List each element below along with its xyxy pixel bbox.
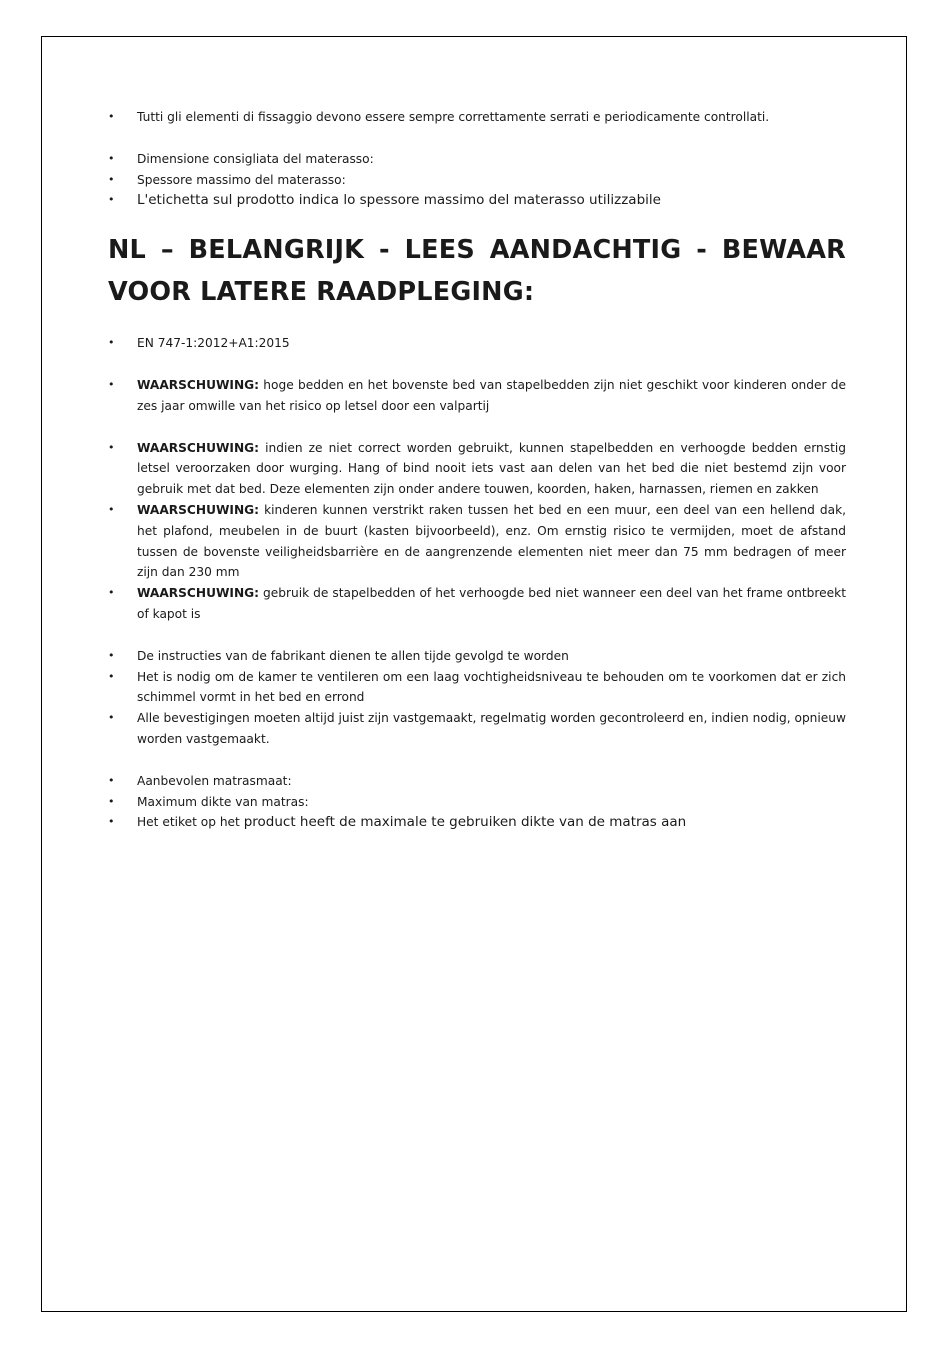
nl-mattress-list bbox=[108, 771, 846, 833]
bullet-icon: • bbox=[108, 110, 115, 123]
bullet-icon: • bbox=[108, 377, 115, 391]
warning-text: gebruik de stapelbedden of het verhoogde bed niet wanneer een deel van het frame ontbreekt of kapot is bbox=[137, 586, 846, 621]
list-item-text: product heeft de maximale te gebruiken dikte van de matras aan bbox=[243, 814, 687, 831]
list-item-prefix: L'etichetta bbox=[137, 192, 214, 209]
warning-item bbox=[108, 500, 846, 583]
list-item-text: Tutti gli elementi di fissaggio devono essere sempre correttamente serrati e periodicamente controllati. bbox=[137, 110, 770, 124]
warning-item bbox=[108, 438, 846, 500]
list-item-text: Alle bevestigingen moeten altijd juist zijn vastgemaakt, regelmatig worden gecontroleerd en, indien nodig, opnieuw worden vastgemaakt. bbox=[137, 711, 846, 746]
list-item bbox=[108, 333, 846, 354]
list-item bbox=[108, 812, 846, 833]
standard-reference: EN 747-1:2012+A1:2015 bbox=[137, 336, 290, 351]
bullet-icon: • bbox=[108, 193, 115, 207]
list-item bbox=[108, 771, 846, 792]
list-item-text: sul prodotto indica lo spessore massimo del materasso utilizzabile bbox=[213, 192, 661, 209]
bullet-icon: • bbox=[108, 815, 115, 829]
warning-text: indien ze niet correct worden gebruikt, kunnen stapelbedden en verhoogde bedden ernstig letsel veroorzaken door wurging. Hang of bind nooit iets vast aan delen van het bed die niet bestemd zijn voor gebruik met dat bed. Deze elementen zijn onder andere touwen, koorden, haken, harnassen, riemen en zakken bbox=[137, 440, 846, 497]
bullet-icon: • bbox=[108, 440, 115, 454]
warning-label: WAARSCHUWING: bbox=[137, 502, 260, 517]
list-item-text: Aanbevolen matrasmaat: bbox=[137, 773, 292, 788]
list-item bbox=[108, 708, 846, 750]
nl-instructions-list bbox=[108, 646, 846, 750]
warning-item bbox=[108, 583, 846, 625]
section-heading-nl: NL – BELANGRIJK - LEES AANDACHTIG - BEWAAR VOOR LATERE RAADPLEGING: bbox=[108, 235, 846, 308]
warning-text: kinderen kunnen verstrikt raken tussen het bed en een muur, een deel van een hellend dak, het plafond, meubelen in de buurt (kasten bijvoorbeeld), enz. Om ernstig risico te vermijden, moet de afstand tussen de bovenste veiligheidsbarrière en de aangrenzende elementen niet meer dan 75 mm bedragen of meer zijn dan 230 mm bbox=[137, 502, 846, 580]
list-item-text: Maximum dikte van matras: bbox=[137, 794, 309, 809]
it-list-mattress bbox=[108, 149, 846, 211]
bullet-icon: • bbox=[108, 586, 115, 600]
bullet-icon: • bbox=[108, 711, 115, 725]
list-item bbox=[108, 170, 846, 191]
list-item bbox=[108, 667, 846, 709]
bullet-icon: • bbox=[108, 172, 115, 186]
list-item-text: Het is nodig om de kamer te ventileren om een laag vochtigheidsniveau te behouden om te voorkomen dat er zich schimmel vormt in het bed en errond bbox=[137, 669, 846, 705]
list-item-prefix: Het etiket op het bbox=[137, 815, 244, 830]
it-list-fixings bbox=[108, 107, 846, 128]
list-item-text: Dimensione consigliata del materasso: bbox=[137, 151, 374, 166]
list-item bbox=[108, 149, 846, 170]
warning-text: hoge bedden en het bovenste bed van stapelbedden zijn niet geschikt voor kinderen onder de zes jaar omwille van het risico op letsel door een valpartij bbox=[137, 377, 846, 413]
bullet-icon: • bbox=[108, 648, 115, 662]
list-item bbox=[108, 190, 846, 211]
nl-warning-list-2 bbox=[108, 438, 846, 625]
bullet-icon: • bbox=[108, 502, 115, 516]
nl-warning-list-1 bbox=[108, 375, 846, 417]
list-item-text: De instructies van de fabrikant dienen te allen tijde gevolgd te worden bbox=[137, 648, 569, 663]
warning-label: WAARSCHUWING: bbox=[137, 586, 260, 601]
warning-label: WAARSCHUWING: bbox=[137, 440, 260, 455]
warning-item bbox=[108, 375, 846, 417]
nl-standard-list bbox=[108, 333, 846, 354]
bullet-icon: • bbox=[108, 669, 115, 683]
bullet-icon: • bbox=[108, 794, 115, 808]
warning-label: WAARSCHUWING: bbox=[137, 377, 260, 392]
bullet-icon: • bbox=[108, 773, 115, 787]
list-item bbox=[108, 646, 846, 667]
document-content bbox=[108, 107, 846, 833]
list-item bbox=[108, 107, 846, 128]
bullet-icon: • bbox=[108, 151, 115, 165]
list-item bbox=[108, 792, 846, 813]
list-item-text: Spessore massimo del materasso: bbox=[137, 172, 346, 187]
bullet-icon: • bbox=[108, 336, 115, 350]
